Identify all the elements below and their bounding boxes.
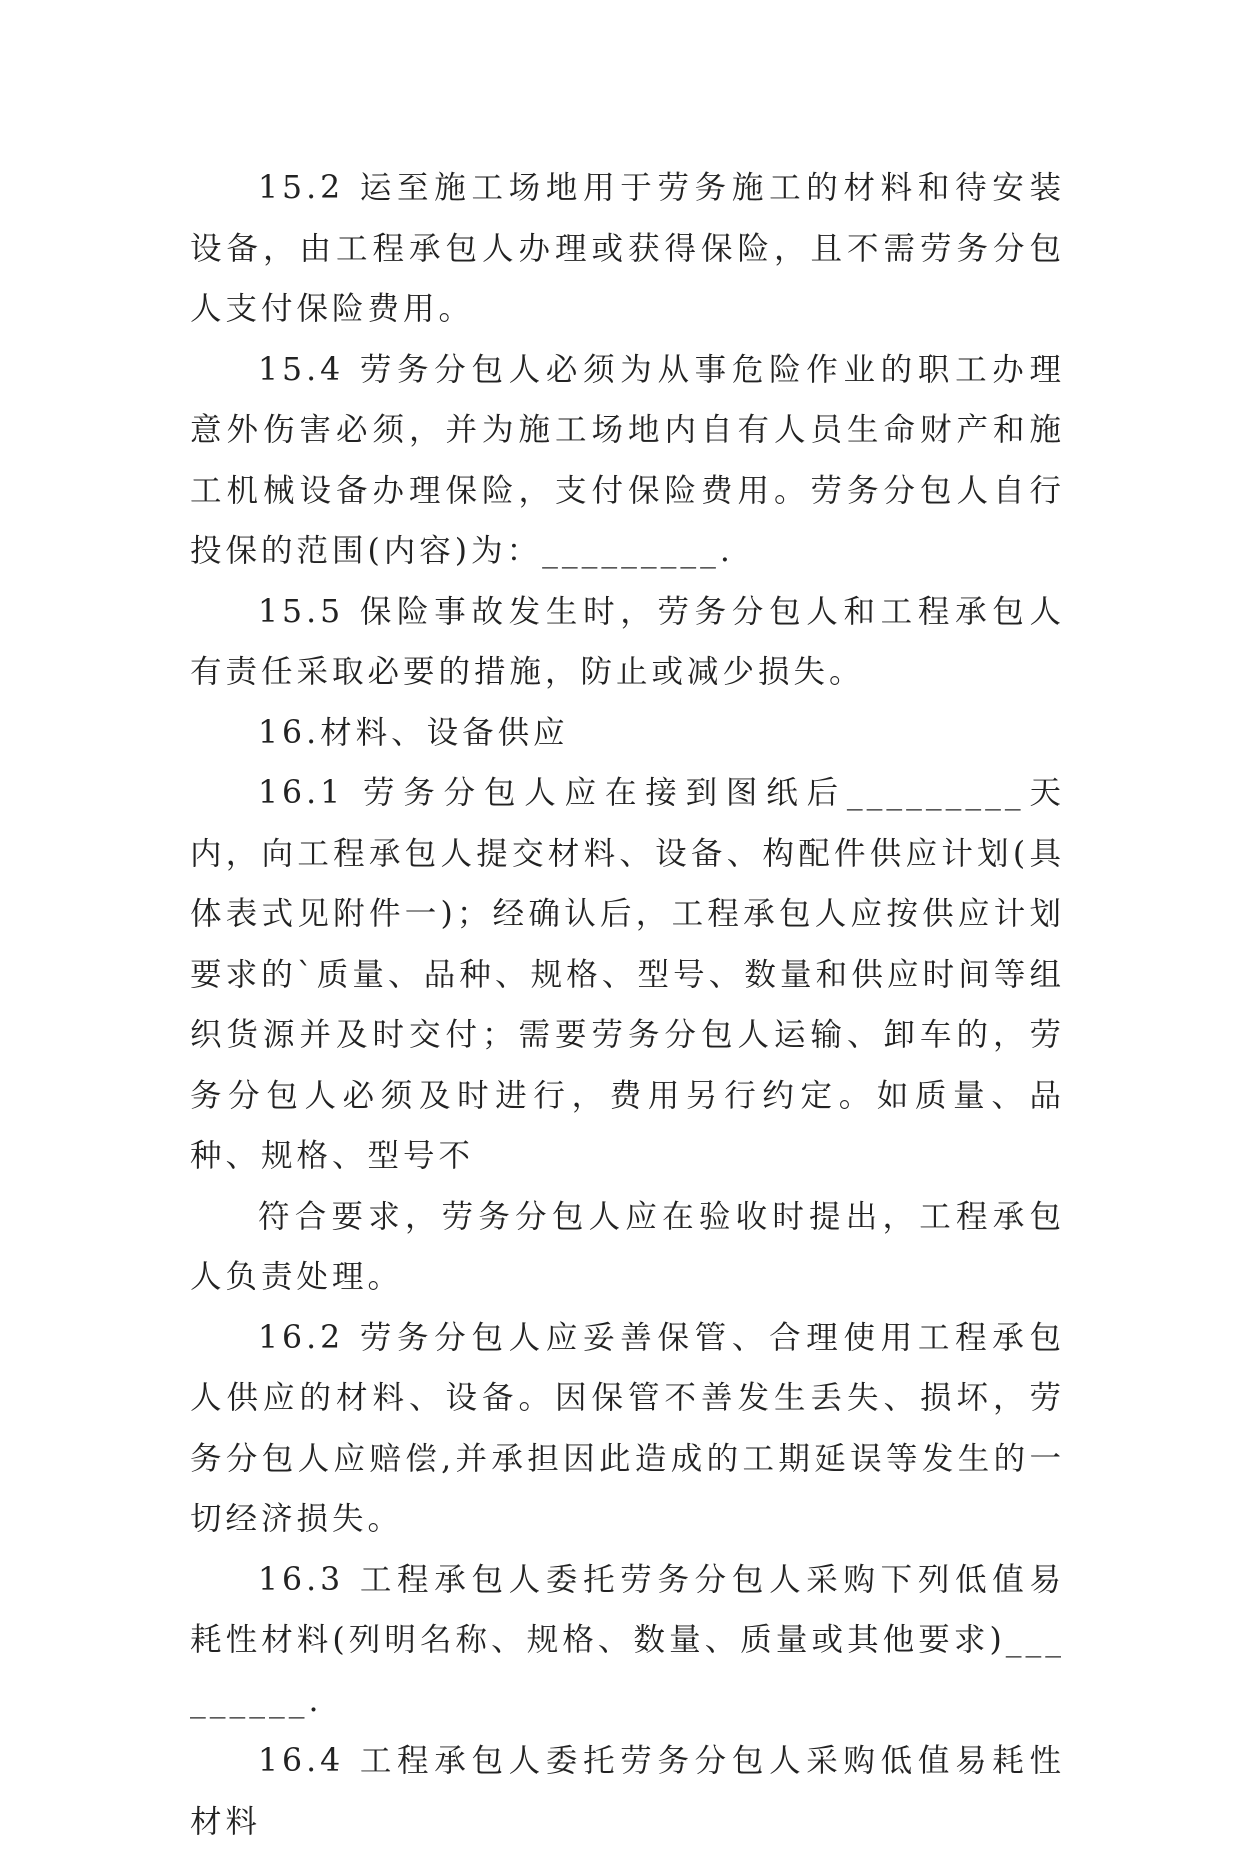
paragraph-15-2: 15.2 运至施工场地用于劳务施工的材料和待安装设备，由工程承包人办理或获得保险，且不需劳务分包人支付保险费用。 (190, 170, 1065, 327)
paragraph-16-1-continued: 符合要求，劳务分包人应在验收时提出，工程承包人负责处理。 (190, 1198, 1065, 1295)
paragraph-15-4: 15.4 劳务分包人必须为从事危险作业的职工办理意外伤害必须，并为施工场地内自有人员生命财产和施工机械设备办理保险，支付保险费用。劳务分包人自行投保的范围(内容)为：_________. (190, 351, 1065, 569)
paragraph-16-1: 16.1 劳务分包人应在接到图纸后_________天内，向工程承包人提交材料、设备、构配件供应计划(具体表式见附件一)；经确认后，工程承包人应按供应计划要求的`质量、品种、规格、型号、数量和供应时间等组织货源并及时交付；需要劳务分包人运输、卸车的，劳务分包人必须及时进行，费用另行约定。如质量、品种、规格、型号不 (190, 775, 1065, 1174)
paragraph-15-5: 15.5 保险事故发生时，劳务分包人和工程承包人有责任采取必要的措施，防止或减少损失。 (190, 593, 1065, 690)
paragraph-16-2: 16.2 劳务分包人应妥善保管、合理使用工程承包人供应的材料、设备。因保管不善发生丢失、损坏，劳务分包人应赔偿,并承担因此造成的工期延误等发生的一切经济损失。 (190, 1319, 1065, 1537)
section-heading-16: 16.材料、设备供应 (258, 714, 569, 751)
paragraph-16-4: 16.4 工程承包人委托劳务分包人采购低值易耗性材料 (190, 1743, 1065, 1840)
paragraph-16-3: 16.3 工程承包人委托劳务分包人采购下列低值易耗性材料(列明名称、规格、数量、质量或其他要求)_________. (190, 1561, 1065, 1719)
document-body (190, 158, 1065, 1852)
